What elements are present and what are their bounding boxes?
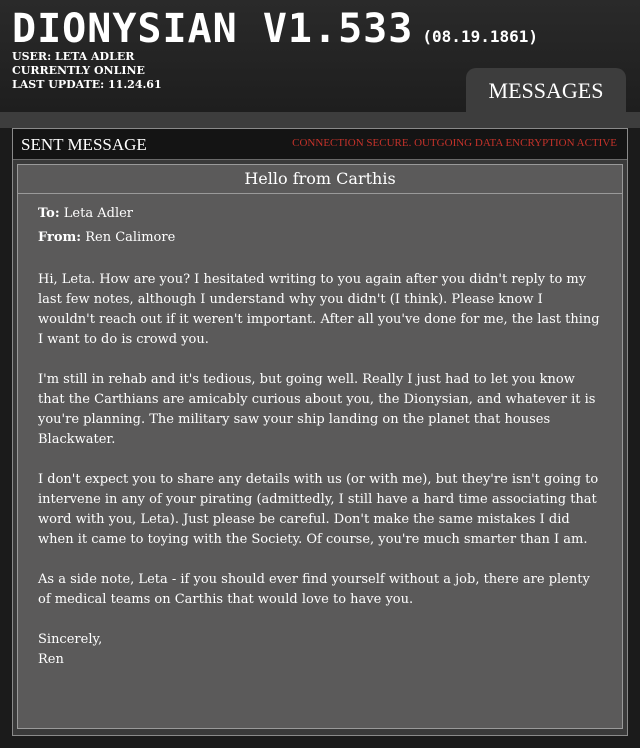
message-body (18, 194, 622, 670)
from-label: From: (38, 230, 82, 245)
sent-message-panel (12, 128, 628, 736)
message-signature: Ren (38, 652, 64, 667)
user-name: USER: LETA ADLER (12, 50, 135, 63)
app-header (0, 0, 640, 112)
panel-header (13, 129, 627, 160)
message-paragraph: I don't expect you to share any details with us (or with me), but they're isn't going to intervene in any of your pirating (admittedly, I still have a hard time associating that word with you, Leta). Just please be careful. Don't make the same mistakes I did when it came to toying with the Society. Of course, you're much smarter than I am. (38, 472, 599, 547)
panel-title: SENT MESSAGE (21, 135, 147, 154)
tab-strip (0, 112, 640, 128)
tab-messages[interactable]: MESSAGES (466, 68, 626, 112)
from-value: Ren Calimore (85, 230, 176, 245)
message-subject: Hello from Carthis (18, 165, 622, 194)
message-paragraph: I'm still in rehab and it's tedious, but going well. Really I just had to let you know that the Carthians are amicably curious about you, the Dionysian, and whatever it is you're planning. The military saw your ship landing on the planet that houses Blackwater. (38, 372, 596, 447)
to-line (38, 202, 602, 226)
to-value: Leta Adler (63, 206, 134, 221)
last-update: LAST UPDATE: 11.24.61 (12, 78, 162, 91)
from-line (38, 226, 602, 250)
app-date: (08.19.1861) (422, 27, 538, 46)
app-title: DIONYSIAN V1.533 (12, 6, 414, 52)
message-closing: Sincerely, (38, 632, 103, 647)
message-paragraph: As a side note, Leta - if you should ever find yourself without a job, there are plenty of medical teams on Carthis that would love to have you. (38, 572, 590, 607)
user-meta (12, 50, 162, 92)
user-status: CURRENTLY ONLINE (12, 64, 145, 77)
title-row (12, 6, 538, 52)
connection-status: CONNECTION SECURE. OUTGOING DATA ENCRYPTION ACTIVE (292, 137, 617, 149)
message-card (17, 164, 623, 729)
message-paragraph: Hi, Leta. How are you? I hesitated writing to you again after you didn't reply to my last few notes, although I understand why you didn't (I think). Please know I wouldn't reach out if it weren't important. After all you've done for me, the last thing I want to do is crowd you. (38, 272, 600, 347)
to-label: To: (38, 206, 60, 221)
